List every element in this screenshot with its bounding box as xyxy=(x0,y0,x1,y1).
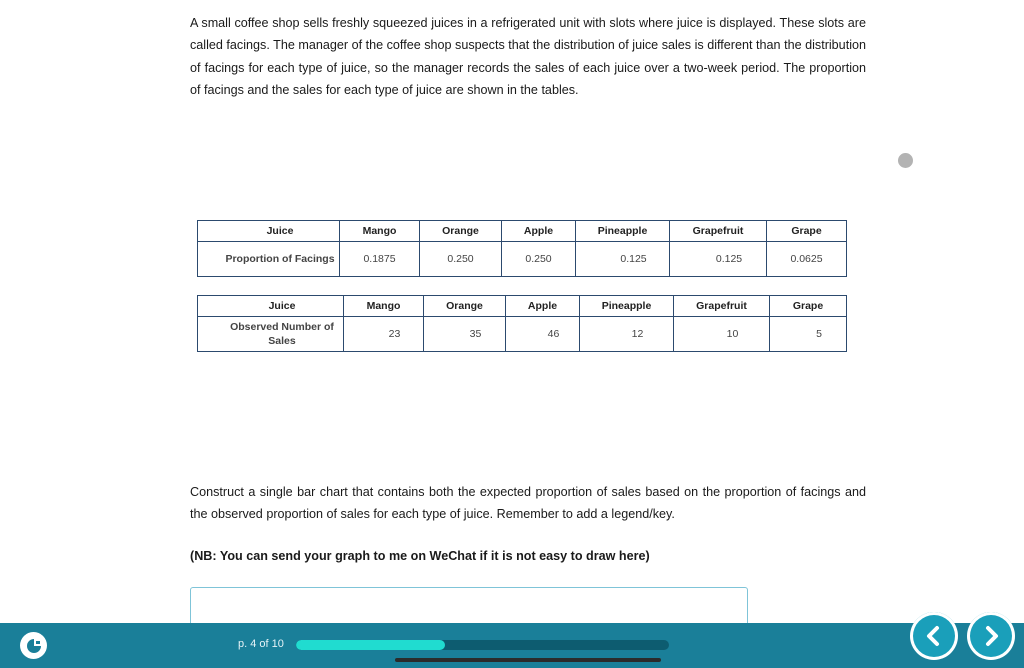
facings-cell: 0.125 xyxy=(670,242,767,277)
sales-col-header: Apple xyxy=(506,296,580,317)
previous-page-button[interactable] xyxy=(910,612,958,660)
intro-paragraph: A small coffee shop sells freshly squeezed juices in a refrigerated unit with slots where juice is displayed. These slots are called facings. The manager of the coffee shop suspects that the distribution of juice sales is different than the distribution of facings for each type of juice, so the manager records the sales of each juice over a two-week period. The proportion of facings and the sales for each type of juice are shown in the tables. xyxy=(190,16,866,97)
facings-col-header: Grape xyxy=(767,221,847,242)
facings-col-header: Apple xyxy=(502,221,576,242)
facings-cell: 0.250 xyxy=(420,242,502,277)
sales-cell: 35 xyxy=(424,317,506,352)
sales-cell: 23 xyxy=(344,317,424,352)
sales-header-label: Juice xyxy=(198,296,344,317)
status-dot xyxy=(898,153,913,168)
facings-col-header: Orange xyxy=(420,221,502,242)
page-indicator: p. 4 of 10 xyxy=(238,638,284,650)
facings-cell: 0.0625 xyxy=(767,242,847,277)
sales-col-header: Mango xyxy=(344,296,424,317)
sales-col-header: Pineapple xyxy=(580,296,674,317)
facings-cell: 0.125 xyxy=(576,242,670,277)
facings-row-label: Proportion of Facings xyxy=(198,242,340,277)
note-text: (NB: You can send your graph to me on WeChat if it is not easy to draw here) xyxy=(190,549,650,563)
sales-col-header: Orange xyxy=(424,296,506,317)
facings-col-header: Pineapple xyxy=(576,221,670,242)
sales-cell: 12 xyxy=(580,317,674,352)
facings-table xyxy=(197,220,847,277)
chevron-right-icon xyxy=(979,624,1003,648)
sales-cell: 10 xyxy=(674,317,770,352)
sales-col-header: Grapefruit xyxy=(674,296,770,317)
scroll-indicator[interactable] xyxy=(395,658,661,662)
sales-table xyxy=(197,295,847,352)
facings-header-label: Juice xyxy=(198,221,340,242)
facings-cell: 0.1875 xyxy=(340,242,420,277)
chevron-left-icon xyxy=(922,624,946,648)
facings-col-header: Grapefruit xyxy=(670,221,767,242)
progress-bar xyxy=(296,640,669,650)
facings-col-header: Mango xyxy=(340,221,420,242)
progress-fill xyxy=(296,640,445,650)
sales-cell: 5 xyxy=(770,317,847,352)
sales-row-label: Observed Number of Sales xyxy=(198,317,344,352)
sales-col-header: Grape xyxy=(770,296,847,317)
next-page-button[interactable] xyxy=(967,612,1015,660)
app-logo-icon[interactable] xyxy=(20,632,47,659)
question-paragraph: Construct a single bar chart that contains both the expected proportion of sales based on the proportion of facings and the observed proportion of sales for each type of juice. Remember to add a legend/key. xyxy=(190,485,866,522)
facings-cell: 0.250 xyxy=(502,242,576,277)
sales-cell: 46 xyxy=(506,317,580,352)
